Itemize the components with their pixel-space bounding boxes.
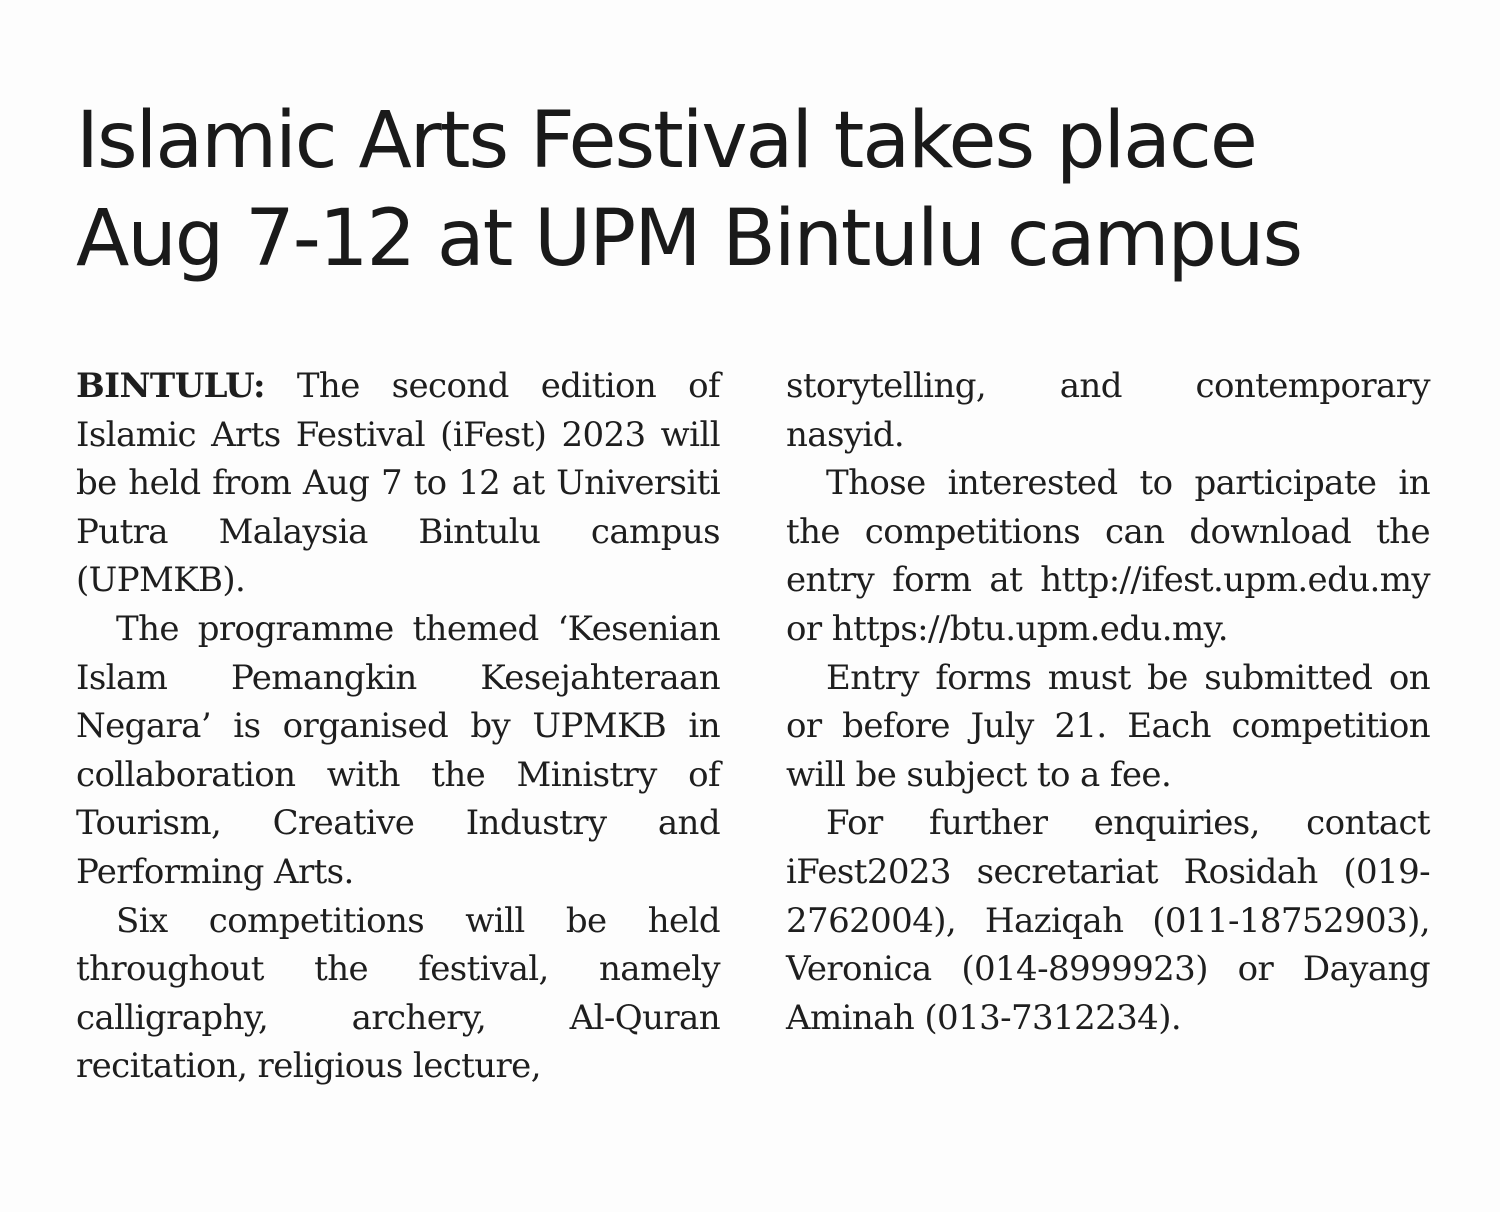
paragraph-6: For further enquiries, contact iFest2023 secretariat Rosidah (019-2762004), Haziqah (011-18752903), Veronica (014-8999923) or Dayang Aminah (013-7312234). bbox=[786, 803, 1430, 1038]
left-column bbox=[76, 362, 720, 1091]
paragraph-1 bbox=[76, 362, 720, 605]
paragraph-2: The programme themed ‘Kesenian Islam Pemangkin Kesejahteraan Negara’ is organised by UPMKB in collaboration with the Ministry of Tourism, Creative Industry and Performing Arts. bbox=[76, 608, 720, 892]
headline bbox=[76, 92, 1436, 288]
headline-line-1: Islamic Arts Festival takes place bbox=[76, 96, 1256, 186]
right-column bbox=[786, 362, 1430, 1042]
paragraph-3: Six competitions will be held throughout the festival, namely calligraphy, archery, Al-Quran recitation, religious lecture, bbox=[76, 900, 720, 1087]
paragraph-1-text: The second edition of Islamic Arts Festival (iFest) 2023 will be held from Aug 7 to 12 at Universiti Putra Malaysia Bintulu campus (UPMKB). bbox=[76, 366, 720, 601]
dateline: BINTULU: bbox=[76, 366, 265, 406]
paragraph-3-continued: storytelling, and contemporary nasyid. bbox=[786, 366, 1430, 455]
headline-line-2: Aug 7-12 at UPM Bintulu campus bbox=[76, 194, 1302, 284]
paragraph-5: Entry forms must be submitted on or before July 21. Each competition will be subject to a fee. bbox=[786, 657, 1430, 795]
paragraph-4: Those interested to participate in the competitions can download the entry form at http://ifest.upm.edu.my or https://btu.upm.edu.my. bbox=[786, 463, 1430, 649]
